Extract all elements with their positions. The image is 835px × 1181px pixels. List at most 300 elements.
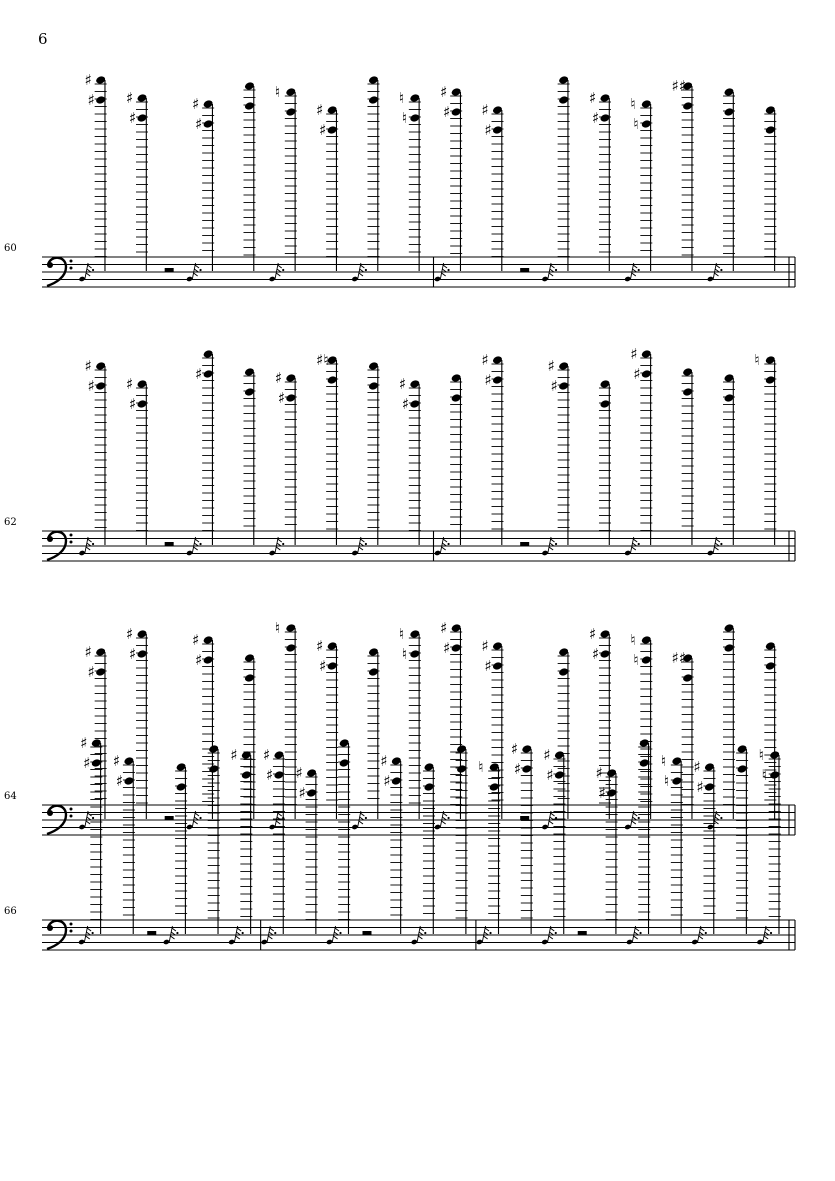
measure-number: 60: [4, 243, 17, 254]
grace-flag: [443, 813, 447, 816]
grace-notehead: [186, 550, 193, 556]
rest-icon: [165, 542, 174, 546]
grace-notehead: [476, 939, 483, 945]
chord: [78, 71, 106, 282]
sharp-icon: ♯: [277, 389, 286, 407]
rest-icon: [362, 931, 371, 935]
grace-notehead: [78, 550, 85, 556]
dot: [365, 817, 367, 819]
sharp-icon: ♯: [319, 657, 327, 675]
measure-number: 62: [4, 517, 17, 528]
chord: [186, 631, 214, 830]
natural-icon: ♮: [660, 752, 667, 770]
natural-icon: ♮: [630, 631, 636, 649]
clef-dot: [47, 810, 53, 816]
dot: [639, 932, 641, 934]
grace-flag: [236, 936, 240, 939]
grace-flag: [549, 273, 553, 276]
dot: [555, 543, 557, 545]
natural-icon: ♮: [633, 651, 639, 669]
clef-dot: [70, 260, 73, 263]
sharp-icon: ♯: [696, 778, 704, 796]
grace-flag: [700, 928, 704, 931]
sharp-icon: ♯: [84, 643, 92, 661]
chord: [754, 351, 776, 545]
grace-flag: [195, 539, 199, 542]
clef-dot: [70, 815, 73, 818]
sharp-icon: ♯: [598, 784, 606, 802]
dot: [242, 932, 244, 934]
dot: [489, 932, 491, 934]
grace-flag: [632, 547, 636, 550]
dot: [638, 817, 640, 819]
chord: [434, 83, 462, 282]
sharp-icon: ♯: [591, 645, 600, 663]
chord: [511, 740, 533, 934]
sharp-icon: ♯: [129, 645, 137, 663]
grace-flag: [443, 265, 447, 268]
sharp-icon: ♯: [230, 746, 238, 764]
chord: [541, 75, 569, 282]
sharp-icon: ♯: [298, 784, 306, 802]
natural-icon: ♮: [630, 95, 636, 113]
chord: [626, 738, 650, 945]
clef-dot: [70, 930, 73, 933]
natural-icon: ♮: [401, 645, 408, 663]
grace-flag: [484, 936, 488, 939]
natural-icon: ♮: [398, 625, 405, 643]
measure: [476, 738, 789, 950]
chord: [541, 746, 565, 945]
grace-notehead: [78, 276, 85, 282]
grace-flag: [714, 273, 718, 276]
natural-icon: ♮: [754, 351, 760, 369]
dot: [705, 932, 707, 934]
grace-flag: [716, 539, 720, 542]
grace-flag: [170, 936, 174, 939]
clef-dot: [47, 925, 53, 931]
sharp-icon: ♯: [633, 365, 641, 383]
chord: [126, 89, 148, 271]
grace-flag: [634, 936, 638, 939]
sharp-icon: ♯: [192, 95, 200, 113]
dot: [424, 932, 426, 934]
grace-flag: [360, 539, 364, 542]
chord: [599, 379, 611, 545]
grace-notehead: [351, 824, 358, 830]
chord: [399, 375, 421, 545]
grace-notehead: [541, 550, 548, 556]
grace-flag: [550, 928, 554, 931]
chord: [596, 764, 618, 934]
grace-flag: [87, 539, 91, 542]
natural-icon: ♮: [663, 772, 670, 790]
sharp-icon: ♯: [87, 377, 95, 395]
grace-notehead: [434, 550, 441, 556]
rest-icon: [520, 268, 529, 272]
clef-dot: [70, 923, 73, 926]
chord: [541, 647, 569, 830]
sharp-icon: ♯: [129, 109, 137, 127]
dot: [199, 543, 201, 545]
chord: [243, 81, 255, 271]
grace-notehead: [351, 276, 358, 282]
chord: [186, 95, 214, 282]
measure-number: 66: [4, 906, 17, 917]
sharp-icon: ♯: [630, 345, 638, 363]
chord: [326, 738, 350, 945]
measure-number: 64: [4, 791, 17, 802]
grace-flag: [359, 547, 363, 550]
chord: [736, 744, 748, 934]
dot: [92, 817, 94, 819]
sharp-icon: ♯: [115, 772, 124, 790]
sharp-icon: ♯: [481, 351, 489, 369]
natural-icon: ♮: [758, 746, 765, 764]
clef-dot: [47, 262, 53, 268]
chord: [482, 637, 504, 819]
dot: [199, 269, 201, 271]
grace-notehead: [707, 276, 714, 282]
grace-flag: [237, 928, 241, 931]
chord: [411, 762, 435, 945]
clef-dot: [70, 541, 73, 544]
chord: [228, 746, 252, 945]
grace-flag: [632, 821, 636, 824]
grace-flag: [87, 928, 91, 931]
chord: [624, 95, 652, 282]
dot: [282, 543, 284, 545]
dot: [274, 932, 276, 934]
chord: [761, 641, 776, 819]
grace-notehead: [186, 276, 193, 282]
grace-flag: [334, 936, 338, 939]
sharp-icon: ♯: [195, 651, 203, 669]
sharp-icon: ♯: [401, 395, 410, 413]
chord: [672, 649, 694, 819]
dot: [199, 817, 201, 819]
rest-icon: [578, 931, 587, 935]
grace-notehead: [691, 939, 698, 945]
grace-flag: [549, 547, 553, 550]
grace-notehead: [624, 550, 631, 556]
sharp-icon: ♯: [440, 619, 448, 637]
sharp-icon: ♯: [126, 375, 134, 393]
grace-notehead: [269, 550, 276, 556]
chord: [589, 89, 611, 271]
sharp-icon: ♯: [84, 71, 92, 89]
grace-flag: [278, 539, 282, 542]
dot: [365, 269, 367, 271]
sharp-icon: ♯: [319, 121, 327, 139]
rest-icon: [520, 542, 529, 546]
grace-notehead: [411, 939, 418, 945]
grace-notehead: [541, 939, 548, 945]
chord: [682, 367, 694, 545]
grace-flag: [632, 273, 636, 276]
chord: [269, 369, 297, 556]
chord: [113, 752, 135, 934]
dot: [720, 543, 722, 545]
dot: [365, 543, 367, 545]
sharp-icon: ♯: [484, 657, 492, 675]
sharp-icon: ♯: [484, 121, 492, 139]
chord: [399, 625, 421, 819]
system: [4, 619, 795, 839]
chord: [707, 623, 735, 830]
sharp-icon: ♯: [484, 371, 492, 389]
chord: [351, 647, 379, 830]
grace-flag: [268, 936, 272, 939]
chord: [707, 87, 735, 282]
sharp-icon: ♯: [316, 637, 324, 655]
grace-notehead: [326, 939, 333, 945]
chord: [126, 375, 148, 545]
dot: [638, 269, 640, 271]
dot: [339, 932, 341, 934]
sharp-icon: ♯: [443, 103, 451, 121]
sharp-icon: ♯: [316, 101, 324, 119]
chord: [351, 361, 379, 556]
grace-flag: [195, 813, 199, 816]
grace-flag: [359, 821, 363, 824]
sharp-icon: ♯: [547, 357, 555, 375]
chord: [482, 351, 504, 545]
grace-notehead: [351, 550, 358, 556]
rest-icon: [165, 816, 174, 820]
chord: [269, 83, 297, 282]
sharp-icon: ♯: [398, 375, 407, 393]
sharp-icon: ♯♮: [316, 351, 329, 369]
natural-icon: ♮: [478, 758, 484, 776]
chord: [316, 351, 338, 545]
chord: [691, 758, 715, 945]
dot: [92, 543, 94, 545]
sharp-icon: ♯: [80, 734, 88, 752]
sharp-icon: ♯: [546, 766, 554, 784]
chord: [764, 105, 776, 271]
chord: [756, 746, 780, 945]
measure: [78, 71, 433, 287]
grace-flag: [442, 273, 446, 276]
grace-flag: [485, 928, 489, 931]
chord: [316, 101, 338, 271]
grace-flag: [633, 813, 637, 816]
grace-flag: [442, 547, 446, 550]
grace-flag: [276, 273, 280, 276]
chord: [163, 762, 187, 945]
grace-flag: [172, 928, 176, 931]
grace-flag: [716, 813, 720, 816]
sharp-icon: ♯: [595, 764, 603, 782]
grace-flag: [194, 821, 198, 824]
sharp-icon: ♯: [112, 752, 121, 770]
dot: [447, 269, 449, 271]
grace-flag: [86, 936, 90, 939]
chord: [243, 653, 255, 819]
dot: [282, 269, 284, 271]
dot: [176, 932, 178, 934]
sharp-icon: ♯: [510, 740, 519, 758]
grace-flag: [278, 265, 282, 268]
sharp-icon: ♯: [265, 766, 274, 784]
sharp-icon: ♯: [262, 746, 271, 764]
grace-flag: [86, 273, 90, 276]
sharp-icon: ♯: [383, 772, 391, 790]
sharp-icon: ♯: [591, 109, 600, 127]
sharp-icon: ♯: [440, 83, 448, 101]
sharp-icon: ♯♯: [671, 77, 687, 95]
grace-flag: [86, 821, 90, 824]
grace-flag: [360, 813, 364, 816]
natural-icon: ♮: [761, 766, 768, 784]
grace-flag: [699, 936, 703, 939]
grace-notehead: [186, 824, 193, 830]
dot: [447, 817, 449, 819]
chord: [434, 373, 462, 556]
clef-dot: [47, 536, 53, 542]
grace-flag: [276, 821, 280, 824]
chord: [126, 625, 148, 819]
sharp-icon: ♯: [126, 89, 134, 107]
grace-flag: [86, 547, 90, 550]
grace-flag: [418, 936, 422, 939]
grace-notehead: [434, 276, 441, 282]
chord: [186, 349, 214, 556]
grace-flag: [194, 547, 198, 550]
chord: [482, 101, 504, 271]
grace-flag: [633, 539, 637, 542]
grace-notehead: [624, 824, 631, 830]
sharp-icon: ♯: [588, 89, 597, 107]
chord: [316, 637, 338, 819]
rest-icon: [165, 268, 174, 272]
dot: [555, 269, 557, 271]
dot: [638, 543, 640, 545]
sharp-icon: ♯: [295, 764, 303, 782]
sharp-icon: ♯: [550, 377, 558, 395]
sharp-icon: ♯: [588, 625, 597, 643]
sharp-icon: ♯: [443, 639, 451, 657]
sharp-icon: ♯: [481, 101, 489, 119]
measure: [78, 349, 433, 561]
grace-flag: [420, 928, 424, 931]
grace-notehead: [434, 824, 441, 830]
grace-flag: [633, 265, 637, 268]
chord: [296, 764, 318, 934]
clef-dot: [70, 808, 73, 811]
chord: [351, 75, 379, 282]
system: [4, 734, 795, 954]
chord: [624, 345, 652, 556]
grace-notehead: [541, 276, 548, 282]
sharp-icon: ♯: [83, 754, 91, 772]
grace-notehead: [78, 824, 85, 830]
chord: [380, 752, 402, 934]
grace-flag: [276, 547, 280, 550]
dot: [92, 932, 94, 934]
measure: [434, 75, 789, 287]
rest-icon: [147, 931, 156, 935]
grace-notehead: [707, 550, 714, 556]
grace-flag: [549, 936, 553, 939]
sharp-icon: ♯: [693, 758, 701, 776]
sharp-icon: ♯: [84, 357, 92, 375]
grace-notehead: [228, 939, 235, 945]
grace-flag: [714, 547, 718, 550]
grace-flag: [442, 821, 446, 824]
sharp-icon: ♯: [274, 369, 283, 387]
chord: [243, 367, 255, 545]
measure: [434, 345, 789, 561]
chord: [541, 357, 569, 556]
grace-flag: [550, 265, 554, 268]
chord: [208, 744, 220, 934]
sharp-icon: ♯: [87, 91, 95, 109]
grace-flag: [764, 936, 768, 939]
dot: [720, 817, 722, 819]
sharp-icon: ♯: [380, 752, 388, 770]
grace-flag: [765, 928, 769, 931]
dot: [92, 269, 94, 271]
natural-icon: ♮: [274, 83, 281, 101]
sharp-icon: ♯: [87, 663, 95, 681]
grace-flag: [278, 813, 282, 816]
natural-icon: ♮: [398, 89, 405, 107]
chord: [261, 746, 285, 945]
chord: [78, 734, 102, 945]
sharp-icon: ♯: [192, 631, 200, 649]
sharp-icon: ♯: [126, 625, 134, 643]
measure: [261, 738, 476, 950]
chord: [661, 752, 683, 934]
grace-notehead: [261, 939, 268, 945]
system: [4, 345, 795, 565]
sharp-icon: ♯: [513, 760, 522, 778]
clef-dot: [70, 534, 73, 537]
sharp-icon: ♯: [195, 115, 203, 133]
clef-dot: [70, 267, 73, 270]
grace-notehead: [624, 276, 631, 282]
dot: [720, 269, 722, 271]
grace-notehead: [626, 939, 633, 945]
grace-flag: [716, 265, 720, 268]
grace-notehead: [269, 276, 276, 282]
chord: [399, 89, 421, 271]
sharp-icon: ♯: [129, 395, 137, 413]
chord: [456, 744, 468, 934]
sharp-icon: ♯: [195, 365, 203, 383]
dot: [447, 543, 449, 545]
page-number: 6: [38, 30, 48, 48]
grace-flag: [360, 265, 364, 268]
grace-notehead: [78, 939, 85, 945]
grace-notehead: [756, 939, 763, 945]
grace-flag: [335, 928, 339, 931]
dot: [555, 932, 557, 934]
grace-flag: [195, 265, 199, 268]
grace-flag: [443, 539, 447, 542]
natural-icon: ♮: [633, 115, 639, 133]
grace-notehead: [541, 824, 548, 830]
chord: [707, 373, 735, 556]
grace-flag: [270, 928, 274, 931]
grace-flag: [550, 539, 554, 542]
grace-flag: [359, 273, 363, 276]
chord: [672, 77, 694, 271]
grace-flag: [635, 928, 639, 931]
measure: [434, 619, 789, 835]
